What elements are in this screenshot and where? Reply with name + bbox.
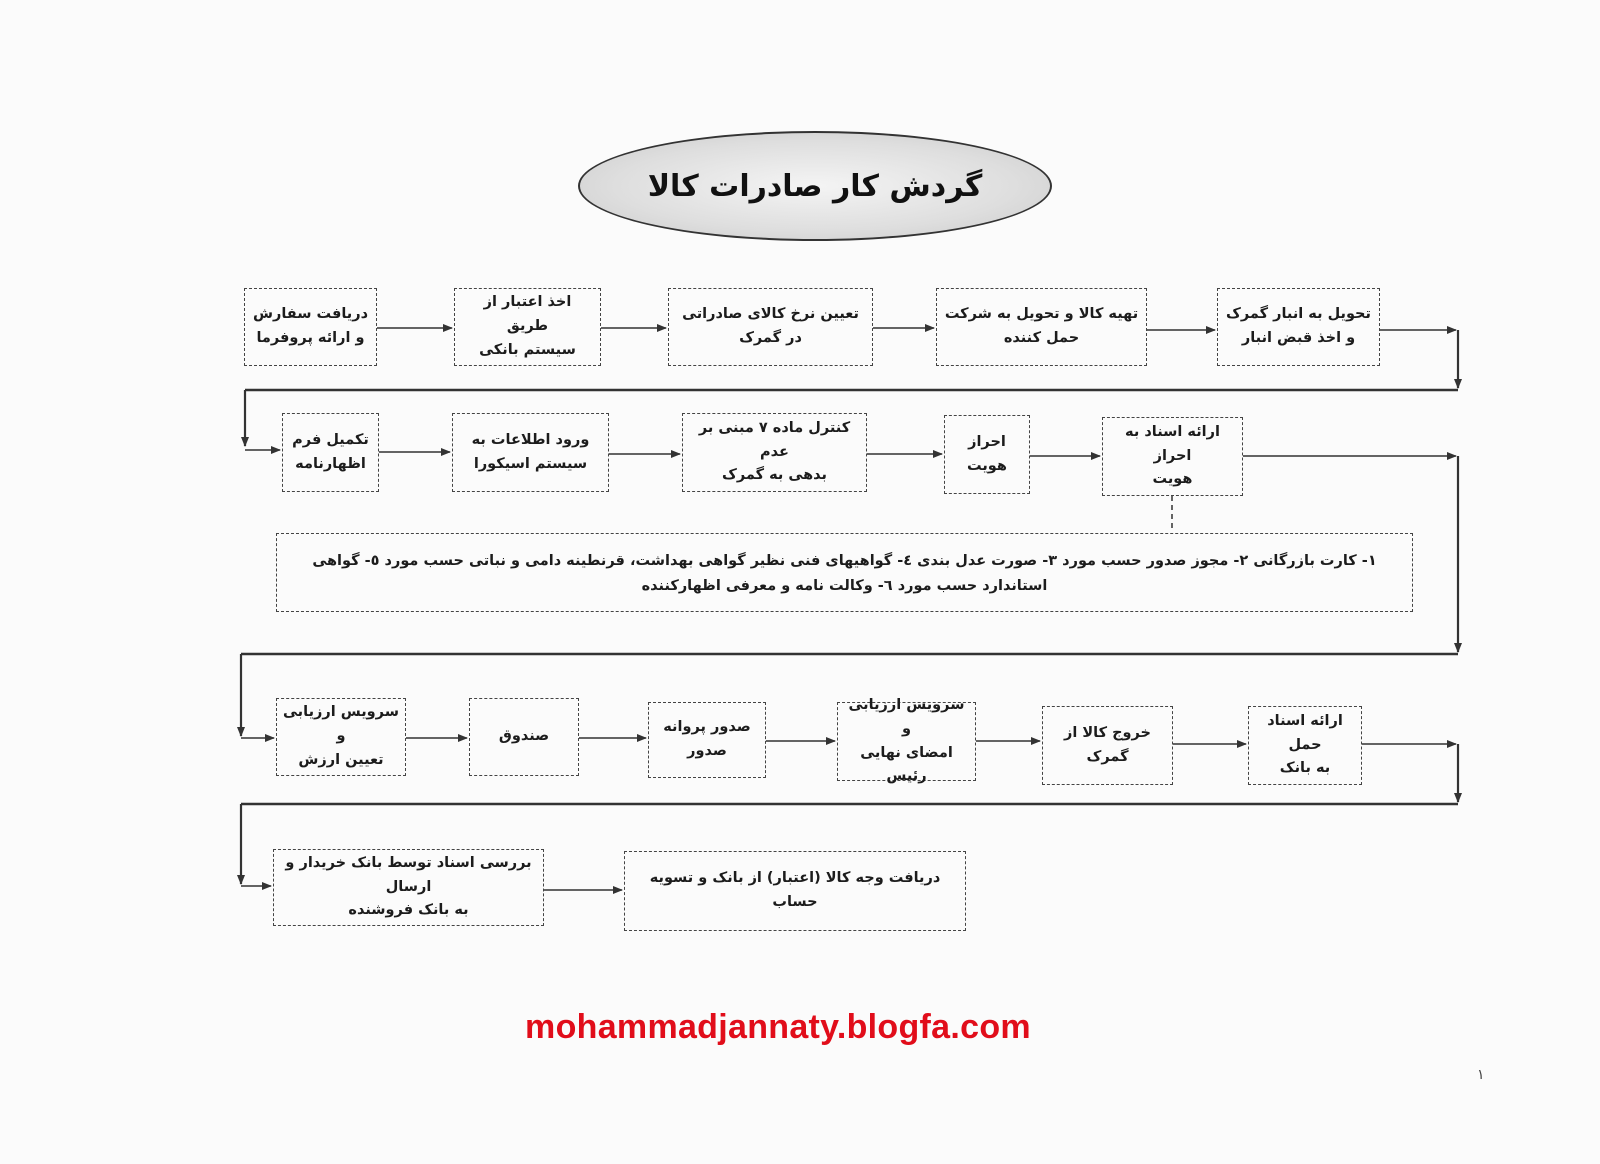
- title-ellipse: [578, 131, 1052, 241]
- step-submit-shipping-docs: ارائه اسناد حمل به بانک: [1248, 706, 1362, 785]
- diagram-title: گردش کار صادرات کالا: [647, 168, 983, 204]
- step-goods-exit: خروج کالا از گمرک: [1042, 706, 1173, 785]
- step-prepare-goods: تهیه کالا و تحویل به شرکت حمل کننده: [936, 288, 1147, 366]
- step-complete-declaration: تکمیل فرم اظهارنامه: [282, 413, 379, 492]
- step-enter-asycuda: ورود اطلاعات به سیستم اسیکورا: [452, 413, 609, 492]
- required-documents-box: ۱- کارت بازرگانی ۲- مجوز صدور حسب مورد ۳- صورت عدل بندی ٤- گواهیهای فنی نظیر گواهی بهداشت، قرنطینه دامی و نباتی حسب مورد ٥- گواهی استاندارد حسب مورد ٦- وکالت نامه و معرفی اظهارکننده: [276, 533, 1413, 612]
- step-cashier: صندوق: [469, 698, 579, 776]
- step-final-signature: سرویس ارزیابی و امضای نهایی رئیس: [837, 702, 976, 781]
- step-deliver-warehouse: تحویل به انبار گمرک و اخذ قبض انبار: [1217, 288, 1380, 366]
- step-determine-rate: تعیین نرخ کالای صادراتی در گمرک: [668, 288, 873, 366]
- step-receive-payment: دریافت وجه کالا (اعتبار) از بانک و تسویه حساب: [624, 851, 966, 931]
- step-article-7-check: کنترل ماده ۷ مبنی بر عدم بدهی به گمرک: [682, 413, 867, 492]
- step-valuation-service: سرویس ارزیابی و تعیین ارزش: [276, 698, 406, 776]
- step-identity-verification: احراز هویت: [944, 415, 1030, 494]
- step-submit-documents: ارائه اسناد به احراز هویت: [1102, 417, 1243, 496]
- step-buyer-bank-review: بررسی اسناد توسط بانک خریدار و ارسال به بانک فروشنده: [273, 849, 544, 926]
- blog-url: mohammadjannaty.blogfa.com: [525, 1008, 1031, 1046]
- step-issue-export-permit: صدور پروانه صدور: [648, 702, 766, 778]
- step-obtain-credit: اخذ اعتبار از طریق سیستم بانکی: [454, 288, 601, 366]
- page-number: ۱: [1477, 1067, 1485, 1083]
- step-receive-order: دریافت سفارش و ارائه پروفرما: [244, 288, 377, 366]
